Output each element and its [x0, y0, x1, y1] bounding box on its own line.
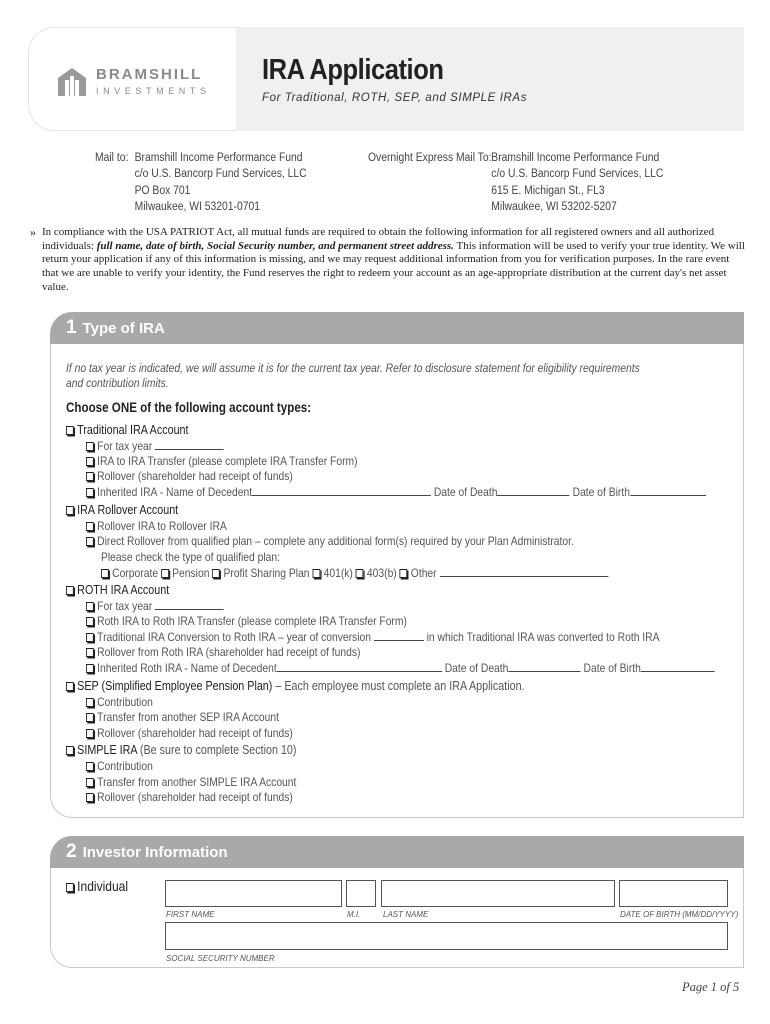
express-line-3: 615 E. Michigan St., FL3 [491, 184, 605, 197]
roth-tax-year-field[interactable] [155, 599, 224, 610]
express-line-1: Bramshill Income Performance Fund [491, 152, 660, 164]
section-1-title: Type of IRA [82, 320, 165, 337]
roth-conversion-option[interactable]: Traditional IRA Conversion to Roth IRA – year of conversion in which Traditional IRA was converted to Roth IRA [86, 630, 660, 645]
checkbox[interactable] [66, 586, 74, 595]
section-1-header [50, 312, 744, 344]
roth-ira-option[interactable]: ROTH IRA Account [66, 583, 169, 598]
date-of-birth-label: DATE OF BIRTH (MM/DD/YYYY) [620, 910, 739, 919]
checkbox[interactable] [86, 457, 94, 466]
simple-transfer-option[interactable]: Transfer from another SIMPLE IRA Account [86, 775, 296, 790]
sep-rollover-option[interactable]: Rollover (shareholder had receipt of funds) [86, 726, 293, 741]
section-2-number: 2 [66, 841, 77, 862]
ira-transfer-option[interactable]: IRA to IRA Transfer (please complete IRA Transfer Form) [86, 454, 358, 469]
date-of-death-field[interactable] [497, 485, 569, 496]
bramshill-logo-icon [56, 66, 88, 98]
checkbox[interactable] [66, 682, 74, 691]
date-of-birth-input[interactable] [619, 880, 728, 907]
checkbox[interactable] [86, 488, 94, 497]
inherited-roth-option[interactable]: Inherited Roth IRA - Name of Decedent Date of Death Date of Birth [86, 661, 715, 676]
checkbox[interactable] [66, 506, 74, 515]
page-title: IRA Application [262, 54, 444, 86]
notice-text-1: In compliance with the USA PATRIOT Act, all mutual funds are required to obtain the following information for all registered owners and all authorized individuals: [42, 226, 715, 252]
roth-transfer-option[interactable]: Roth IRA to Roth IRA Transfer (please complete IRA Transfer Form) [86, 614, 407, 629]
individual-option[interactable]: Individual [66, 879, 128, 894]
sep-ira-option[interactable]: SEP (Simplified Employee Pension Plan) – Each employee must complete an IRA Application. [66, 679, 525, 694]
traditional-tax-year-option[interactable]: For tax year [86, 439, 224, 454]
express-address [368, 150, 663, 215]
checkbox[interactable] [66, 883, 74, 892]
middle-initial-label: M.I. [347, 910, 361, 919]
plan-type-options [101, 566, 608, 581]
last-name-input[interactable] [381, 880, 615, 907]
traditional-rollover-option[interactable]: Rollover (shareholder had receipt of funds) [86, 469, 293, 484]
traditional-ira-option[interactable]: Traditional IRA Account [66, 423, 189, 438]
roth-decedent-name-field[interactable] [277, 661, 442, 672]
decedent-name-field[interactable] [252, 485, 431, 496]
plan-type-instruction: Please check the type of qualified plan: [101, 550, 281, 564]
checkbox[interactable] [86, 537, 94, 546]
checkbox[interactable] [86, 762, 94, 771]
roth-rollover-option[interactable]: Rollover from Roth IRA (shareholder had receipt of funds) [86, 645, 360, 660]
simple-contribution-option[interactable]: Contribution [86, 759, 153, 774]
checkbox[interactable] [86, 729, 94, 738]
section-2-title: Investor Information [82, 844, 228, 861]
simple-ira-option[interactable]: SIMPLE IRA (Be sure to complete Section 10) [66, 743, 296, 758]
plan-pension[interactable]: Pension [161, 566, 209, 580]
choose-heading: Choose ONE of the following account types: [66, 400, 312, 415]
mail-line-1: Bramshill Income Performance Fund [134, 152, 303, 164]
brand-subtitle: INVESTMENTS [96, 86, 211, 96]
checkbox[interactable] [86, 633, 94, 642]
express-line-4: Milwaukee, WI 53202-5207 [491, 200, 617, 213]
plan-403b[interactable]: 403(b) [356, 566, 397, 580]
mail-address [95, 150, 307, 215]
plan-other[interactable]: Other [400, 566, 437, 580]
ssn-label: SOCIAL SECURITY NUMBER [166, 954, 275, 963]
last-name-label: LAST NAME [383, 910, 429, 919]
checkbox[interactable] [86, 698, 94, 707]
plan-profit-sharing[interactable]: Profit Sharing Plan [212, 566, 309, 580]
notice-text-2: This information will be used to verify your true identity. We will return your application if any of this information is missing, and we may request additional information from you for verification purposes. In the rare event that we are unable to verify your identity, the Fund reserves the right to redeem your account as an age-appropriate distribution at the current day's net asset value. [42, 239, 745, 293]
rollover-account-option[interactable]: IRA Rollover Account [66, 503, 178, 518]
checkbox[interactable] [86, 522, 94, 531]
checkbox[interactable] [86, 648, 94, 657]
simple-rollover-option[interactable]: Rollover (shareholder had receipt of funds) [86, 790, 293, 805]
mail-line-3: PO Box 701 [134, 184, 191, 197]
sep-transfer-option[interactable]: Transfer from another SEP IRA Account [86, 710, 279, 725]
tax-year-field[interactable] [155, 439, 224, 450]
middle-initial-input[interactable] [346, 880, 376, 907]
notice-text-bold: full name, date of birth, Social Security number, and permanent street address. [96, 239, 454, 252]
page-subtitle: For Traditional, ROTH, SEP, and SIMPLE IRAs [262, 92, 528, 104]
ssn-input[interactable] [165, 922, 728, 950]
tax-year-note: If no tax year is indicated, we will assume it is for the current tax year. Refer to disclosure statement for eligibility requirements and contribution limits. [66, 361, 640, 390]
first-name-input[interactable] [165, 880, 342, 907]
plan-401k[interactable]: 401(k) [312, 566, 352, 580]
checkbox[interactable] [66, 746, 74, 755]
sep-contribution-option[interactable]: Contribution [86, 695, 153, 710]
date-of-birth-field[interactable] [630, 485, 706, 496]
express-label: Overnight Express Mail To: [368, 152, 492, 164]
roth-tax-year-option[interactable]: For tax year [86, 599, 224, 614]
checkbox[interactable] [86, 442, 94, 451]
checkbox[interactable] [86, 602, 94, 611]
roth-date-of-birth-field[interactable] [641, 661, 715, 672]
first-name-label: FIRST NAME [166, 910, 215, 919]
roth-date-of-death-field[interactable] [508, 661, 580, 672]
brand-name: BRAMSHILL [96, 66, 203, 83]
checkbox[interactable] [86, 664, 94, 673]
chevron-right-icon: » [30, 225, 36, 239]
mail-label: Mail to: [95, 152, 129, 164]
rollover-to-rollover-option[interactable]: Rollover IRA to Rollover IRA [86, 519, 227, 534]
checkbox[interactable] [66, 426, 74, 435]
express-line-2: c/o U.S. Bancorp Fund Services, LLC [491, 168, 664, 181]
inherited-ira-option[interactable]: Inherited IRA - Name of Decedent Date of Death Date of Birth [86, 485, 706, 500]
checkbox[interactable] [86, 617, 94, 626]
checkbox[interactable] [86, 472, 94, 481]
direct-rollover-option[interactable]: Direct Rollover from qualified plan – complete any additional form(s) required by your Plan Administrator. [86, 534, 574, 549]
section-2-header [50, 836, 744, 868]
plan-corporate[interactable]: Corporate [101, 566, 158, 580]
checkbox[interactable] [86, 713, 94, 722]
mail-line-2: c/o U.S. Bancorp Fund Services, LLC [134, 168, 307, 181]
section-1-number: 1 [66, 317, 77, 338]
conversion-year-field[interactable] [374, 630, 424, 641]
page-number: Page 1 of 5 [682, 980, 740, 994]
checkbox[interactable] [86, 778, 94, 787]
mail-line-4: Milwaukee, WI 53201-0701 [134, 200, 261, 213]
checkbox[interactable] [86, 793, 94, 802]
other-plan-field[interactable] [439, 566, 608, 577]
patriot-act-notice [30, 226, 746, 295]
